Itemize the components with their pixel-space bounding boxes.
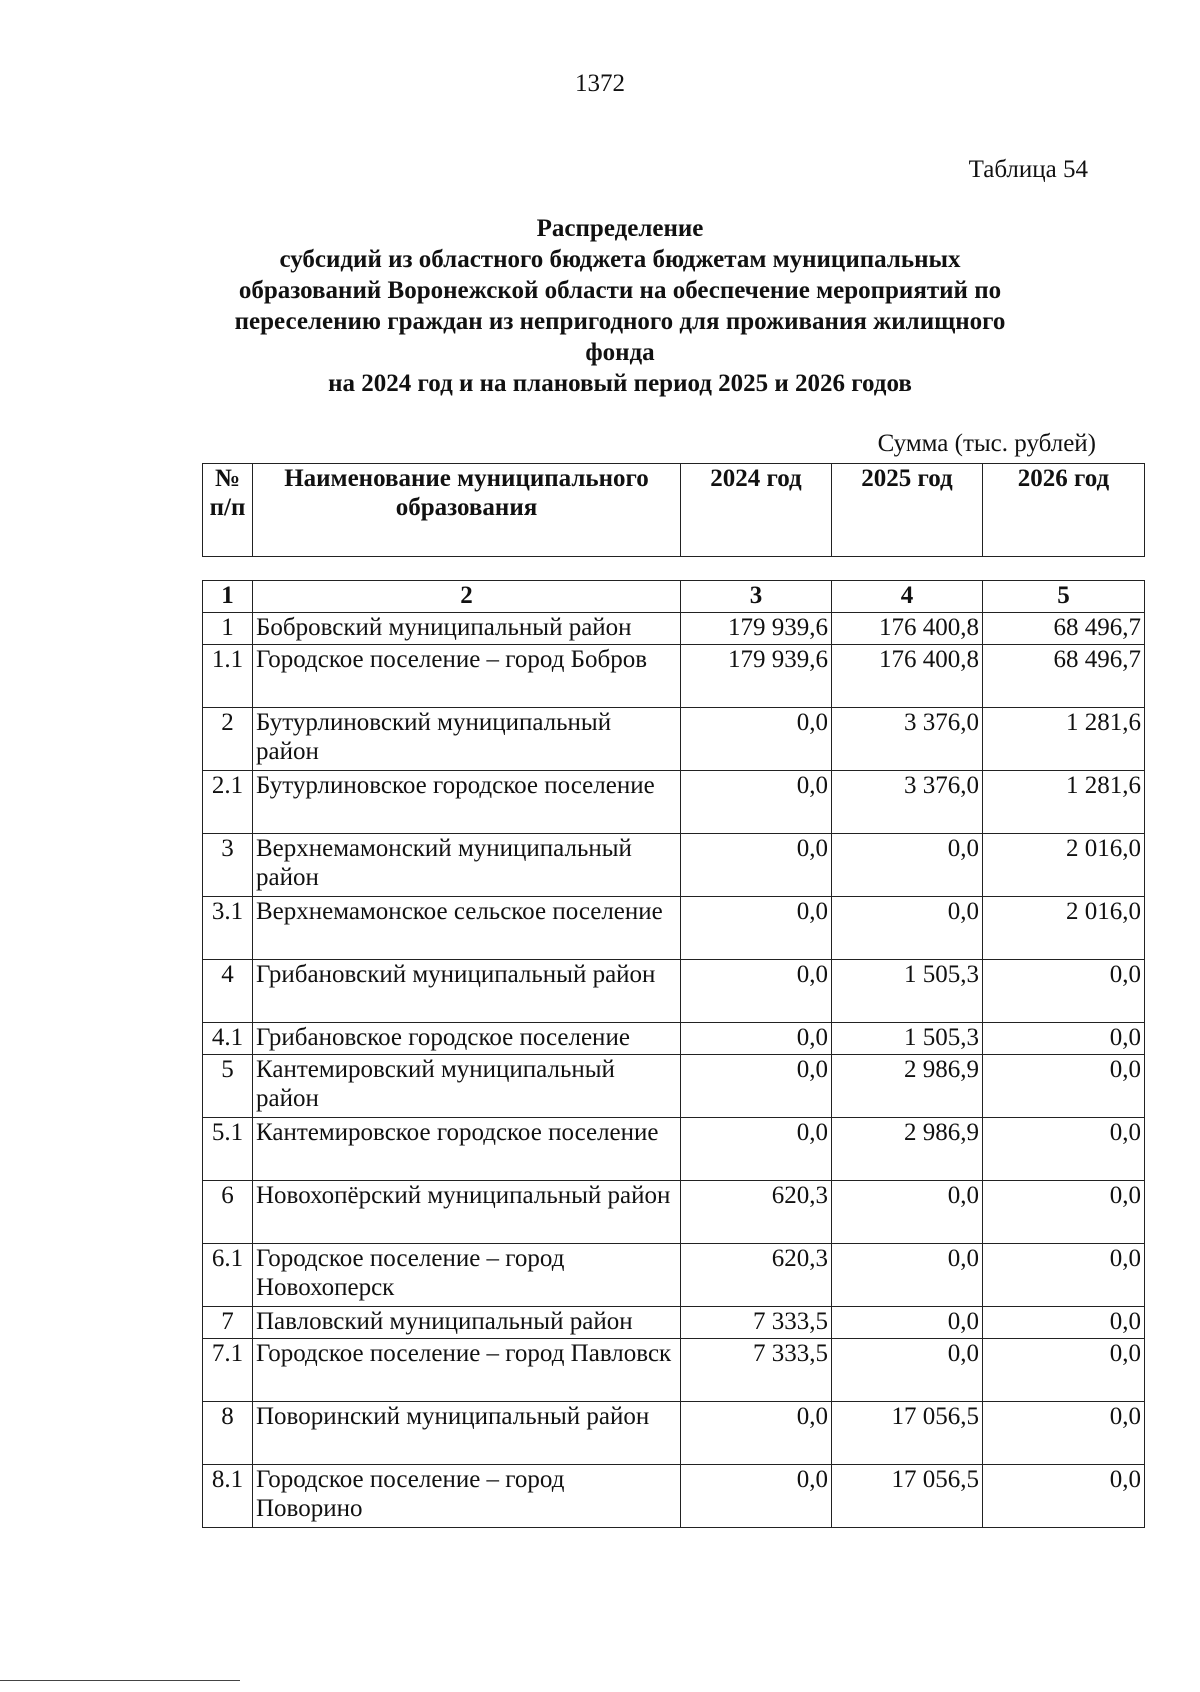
row-number-cell: 6 [203,1181,253,1244]
row-number-cell: 5 [203,1055,253,1118]
amount-2025-cell: 0,0 [832,897,983,960]
column-number: 2 [253,581,681,613]
municipality-name-cell: Поворинский муниципальный район [253,1402,681,1465]
amount-2026-cell: 0,0 [983,1181,1145,1244]
header-cell-number: № п/п [203,464,253,557]
table-body [203,581,1145,1528]
row-number-cell: 4 [203,960,253,1023]
amount-2026-cell: 68 496,7 [983,613,1145,645]
amount-2026-cell: 0,0 [983,1055,1145,1118]
amount-2026-cell: 1 281,6 [983,708,1145,771]
row-number-cell: 7.1 [203,1339,253,1402]
table-row [203,1402,1145,1465]
municipality-name-cell: Бутурлиновский муниципальный район [253,708,681,771]
amount-2025-cell: 0,0 [832,834,983,897]
table-row [203,1307,1145,1339]
row-number-cell: 3 [203,834,253,897]
amount-2025-cell: 0,0 [832,1339,983,1402]
municipality-name-cell: Кантемировский муниципальный район [253,1055,681,1118]
header-cell-2026: 2026 год [983,464,1145,557]
amount-2024-cell: 0,0 [681,834,832,897]
municipality-name-cell: Грибановское городское поселение [253,1023,681,1055]
amount-2026-cell: 0,0 [983,1339,1145,1402]
table-row [203,834,1145,897]
column-number-row [203,581,1145,613]
municipality-name-cell: Новохопёрский муниципальный район [253,1181,681,1244]
table-row [203,1244,1145,1307]
amount-2025-cell: 1 505,3 [832,960,983,1023]
amount-2025-cell: 3 376,0 [832,708,983,771]
row-number-cell: 2.1 [203,771,253,834]
row-number-cell: 2 [203,708,253,771]
municipality-name-cell: Павловский муниципальный район [253,1307,681,1339]
row-number-cell: 5.1 [203,1118,253,1181]
table-row [203,613,1145,645]
amount-2024-cell: 0,0 [681,771,832,834]
header-cell-name: Наименование муниципального образования [253,464,681,557]
row-number-cell: 8 [203,1402,253,1465]
amount-2024-cell: 0,0 [681,708,832,771]
amount-2026-cell: 0,0 [983,1244,1145,1307]
title-line: переселению граждан из непригодного для проживания жилищного [234,308,1006,335]
row-number-cell: 8.1 [203,1465,253,1528]
table-row [203,708,1145,771]
municipality-name-cell: Городское поселение – город Новохоперск [253,1244,681,1307]
row-number-cell: 1.1 [203,645,253,708]
units-label: Сумма (тыс. рублей) [877,430,1096,457]
title-line: субсидий из областного бюджета бюджетам муниципальных [279,246,961,273]
amount-2026-cell: 0,0 [983,1402,1145,1465]
amount-2026-cell: 0,0 [983,1307,1145,1339]
data-table [202,580,1145,1528]
row-number-cell: 3.1 [203,897,253,960]
municipality-name-cell: Городское поселение – город Бобров [253,645,681,708]
municipality-name-cell: Городское поселение – город Павловск [253,1339,681,1402]
municipality-name-cell: Городское поселение – город Поворино [253,1465,681,1528]
municipality-name-cell: Верхнемамонское сельское поселение [253,897,681,960]
title-line: образований Воронежской области на обеспечение мероприятий по [238,277,1002,304]
municipality-name-cell: Верхнемамонский муниципальный район [253,834,681,897]
municipality-name-cell: Бутурлиновское городское поселение [253,771,681,834]
amount-2025-cell: 0,0 [832,1244,983,1307]
column-number: 4 [832,581,983,613]
amount-2024-cell: 0,0 [681,960,832,1023]
title-line: фонда [585,339,655,366]
amount-2026-cell: 0,0 [983,960,1145,1023]
row-number-cell: 1 [203,613,253,645]
column-number: 1 [203,581,253,613]
amount-2026-cell: 0,0 [983,1118,1145,1181]
table-label: Таблица 54 [968,156,1088,183]
header-row [203,464,1145,557]
table-row [203,960,1145,1023]
amount-2025-cell: 17 056,5 [832,1402,983,1465]
amount-2025-cell: 2 986,9 [832,1055,983,1118]
document-title [190,213,1050,399]
table-row [203,1055,1145,1118]
amount-2024-cell: 0,0 [681,1465,832,1528]
footer-rule [0,1680,240,1681]
municipality-name-cell: Кантемировское городское поселение [253,1118,681,1181]
table-row [203,897,1145,960]
amount-2026-cell: 2 016,0 [983,834,1145,897]
amount-2026-cell: 0,0 [983,1465,1145,1528]
amount-2024-cell: 0,0 [681,897,832,960]
municipality-name-cell: Грибановский муниципальный район [253,960,681,1023]
amount-2024-cell: 7 333,5 [681,1307,832,1339]
page-number: 1372 [575,70,625,97]
table-row [203,1118,1145,1181]
header-cell-2025: 2025 год [832,464,983,557]
row-number-cell: 7 [203,1307,253,1339]
amount-2025-cell: 0,0 [832,1181,983,1244]
amount-2024-cell: 0,0 [681,1023,832,1055]
table-row [203,1181,1145,1244]
column-number: 3 [681,581,832,613]
title-line: Распределение [536,215,704,242]
amount-2025-cell: 17 056,5 [832,1465,983,1528]
amount-2024-cell: 620,3 [681,1181,832,1244]
amount-2026-cell: 1 281,6 [983,771,1145,834]
amount-2025-cell: 1 505,3 [832,1023,983,1055]
column-number: 5 [983,581,1145,613]
amount-2026-cell: 2 016,0 [983,897,1145,960]
amount-2024-cell: 0,0 [681,1118,832,1181]
row-number-cell: 4.1 [203,1023,253,1055]
table-row [203,645,1145,708]
amount-2026-cell: 68 496,7 [983,645,1145,708]
table-row [203,1023,1145,1055]
amount-2025-cell: 2 986,9 [832,1118,983,1181]
amount-2024-cell: 0,0 [681,1055,832,1118]
amount-2025-cell: 3 376,0 [832,771,983,834]
row-number-cell: 6.1 [203,1244,253,1307]
table-row [203,771,1145,834]
amount-2024-cell: 7 333,5 [681,1339,832,1402]
amount-2025-cell: 176 400,8 [832,613,983,645]
amount-2024-cell: 0,0 [681,1402,832,1465]
amount-2025-cell: 0,0 [832,1307,983,1339]
amount-2024-cell: 620,3 [681,1244,832,1307]
amount-2024-cell: 179 939,6 [681,645,832,708]
amount-2025-cell: 176 400,8 [832,645,983,708]
header-cell-2024: 2024 год [681,464,832,557]
title-line: на 2024 год и на плановый период 2025 и 2026 годов [328,370,912,397]
table-row [203,1339,1145,1402]
amount-2026-cell: 0,0 [983,1023,1145,1055]
table-header [202,463,1145,557]
municipality-name-cell: Бобровский муниципальный район [253,613,681,645]
table-row [203,1465,1145,1528]
amount-2024-cell: 179 939,6 [681,613,832,645]
